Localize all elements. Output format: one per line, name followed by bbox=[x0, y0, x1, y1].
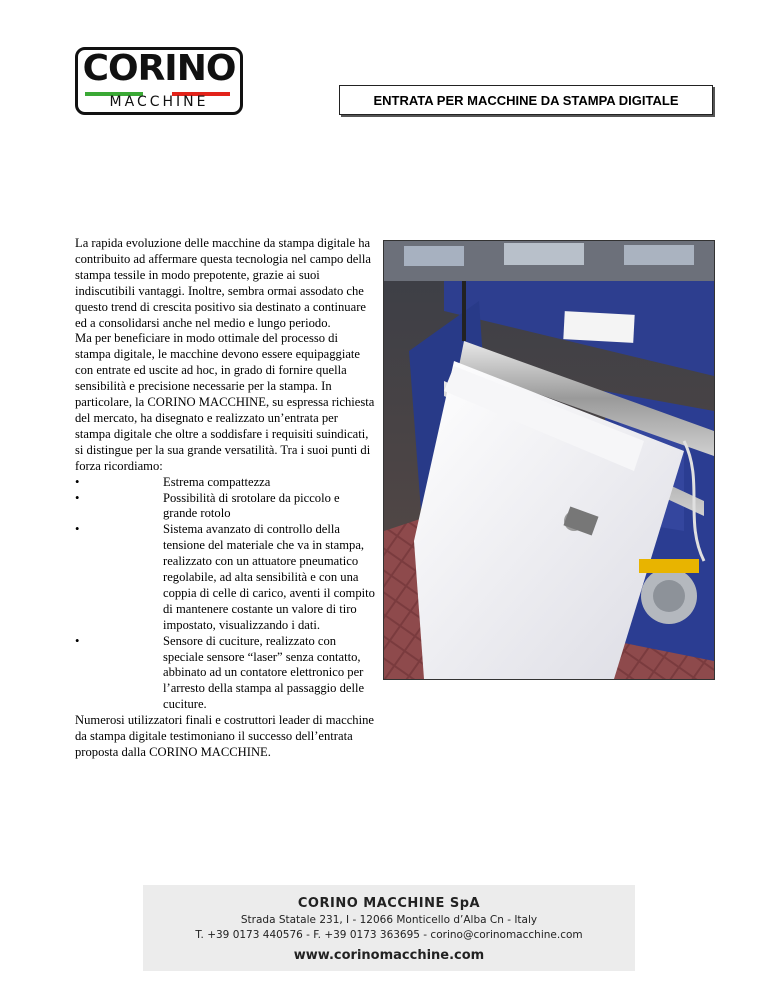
list-item bbox=[75, 634, 375, 714]
logo-word: CORINO bbox=[82, 48, 236, 89]
paragraph-conclusion: Numerosi utilizzatori finali e costruttori leader di macchine da stampa digitale testimoniano il successo dell’entrata proposta dalla CORINO MACCHINE. bbox=[75, 713, 374, 759]
list-item-text: Sistema avanzato di controllo della tensione del materiale che va in stampa, realizzato con un attuatore pneumatico regolabile, ad alta sensibilità e con una coppia di celle di carico, aventi il compito di mantenere costante un valore di tiro impostato, visualizzando i dati. bbox=[163, 522, 375, 632]
paragraph-features: Ma per beneficiare in modo ottimale del processo di stampa digitale, le macchine devono essere equipaggiate con entrate ed uscite ad hoc, in grado di fornire quella sensibilità e precisione necessarie per la stampa. In particolare, la CORINO MACCHINE, su espressa richiesta del mercato, ha disegnato e realizzato un’entrata per stampa digitale che oltre a soddisfare i requisiti suindicati, si distingue per la sua grande versatilità. Tra i suoi punti di forza ricordiamo: bbox=[75, 331, 375, 473]
paragraph-intro: La rapida evoluzione delle macchine da stampa digitale ha contribuito ad affermare questa tecnologia nel campo della stampa tessile in modo prepotente, grazie ai suoi indiscutibili vantaggi. Inoltre, sembra ormai assodato che questo trend di crescita positivo sia destinato a continuare ed a consolidarsi anche nel medio e lungo periodo. bbox=[75, 236, 371, 330]
list-item-text: Estrema compattezza bbox=[163, 474, 271, 489]
list-item bbox=[75, 475, 375, 491]
bullet-icon: • bbox=[75, 490, 80, 505]
bullet-icon: • bbox=[75, 522, 80, 537]
feature-list bbox=[75, 475, 375, 714]
footer-address: Strada Statale 231, I - 12066 Monticello d’Alba Cn - Italy bbox=[240, 914, 538, 926]
footer bbox=[143, 885, 635, 971]
bullet-icon: • bbox=[75, 474, 80, 489]
list-item-text: Possibilità di srotolare da piccolo e grande rotolo bbox=[163, 490, 340, 521]
list-item bbox=[75, 491, 375, 523]
footer-website[interactable]: www.corinomacchine.com bbox=[293, 948, 485, 963]
corino-logo bbox=[75, 47, 243, 115]
machine-photo bbox=[383, 240, 715, 680]
footer-contacts: T. +39 0173 440576 - F. +39 0173 363695 - corino@corinomacchine.com bbox=[195, 929, 583, 941]
footer-company: CORINO MACCHINE SpA bbox=[297, 896, 481, 911]
bullet-icon: • bbox=[75, 633, 80, 648]
body-text bbox=[75, 236, 375, 761]
list-item-text: Sensore di cuciture, realizzato con speciale sensore “laser” senza contatto, abbinato ad un contatore elettronico per l’arresto della stampa al passaggio delle cuciture. bbox=[163, 633, 365, 712]
document-title: ENTRATA PER MACCHINE DA STAMPA DIGITALE bbox=[373, 92, 679, 108]
title-box bbox=[339, 85, 713, 115]
list-item bbox=[75, 522, 375, 633]
logo-subword: MACCHINE bbox=[109, 94, 209, 110]
